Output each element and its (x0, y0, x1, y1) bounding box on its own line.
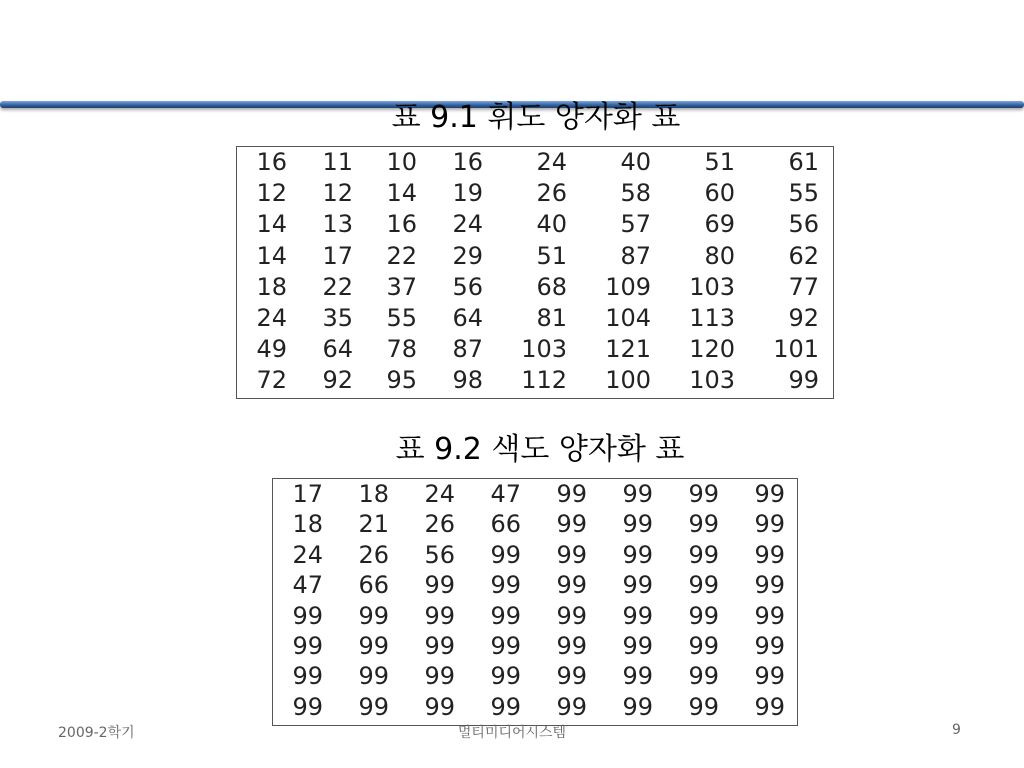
table-cell: 12 (256, 179, 287, 208)
table-row (237, 303, 833, 334)
table-cell: 55 (386, 303, 417, 332)
table-cell: 99 (754, 631, 785, 660)
table2-title: 표 9.2 색도 양자화 표 (395, 432, 685, 467)
table-cell: 99 (292, 662, 323, 691)
table-cell: 72 (256, 366, 287, 395)
table-cell: 99 (490, 662, 521, 691)
table-cell: 11 (322, 148, 353, 176)
table-cell: 51 (704, 148, 735, 176)
table-row (237, 241, 833, 272)
table-cell: 103 (521, 335, 567, 364)
table-cell: 103 (689, 272, 735, 301)
table-cell: 99 (556, 510, 587, 539)
table-cell: 100 (605, 366, 651, 395)
table-cell: 24 (452, 210, 483, 239)
table-cell: 99 (490, 601, 521, 630)
table-cell: 99 (622, 540, 653, 569)
table-cell: 57 (620, 210, 651, 239)
table-cell: 47 (292, 571, 323, 600)
table-cell: 109 (605, 272, 651, 301)
table-cell: 99 (490, 631, 521, 660)
table-cell: 64 (322, 335, 353, 364)
table-cell: 22 (322, 272, 353, 301)
table-cell: 113 (689, 303, 735, 332)
table-cell: 14 (386, 179, 417, 208)
table-cell: 99 (754, 692, 785, 721)
table-cell: 99 (424, 662, 455, 691)
table-cell: 22 (386, 241, 417, 270)
table-cell: 26 (358, 540, 389, 569)
table-cell: 87 (452, 335, 483, 364)
table-cell: 18 (292, 510, 323, 539)
table-cell: 78 (386, 335, 417, 364)
table-cell: 62 (788, 241, 819, 270)
table-cell: 66 (490, 510, 521, 539)
footer-page-number: 9 (952, 722, 961, 738)
table-cell: 26 (424, 510, 455, 539)
table-cell: 56 (788, 210, 819, 239)
table-cell: 99 (688, 631, 719, 660)
table-cell: 99 (358, 601, 389, 630)
table-cell: 99 (490, 692, 521, 721)
table-cell: 121 (605, 335, 651, 364)
table-cell: 29 (452, 241, 483, 270)
footer-semester: 2009-2학기 (58, 725, 135, 741)
table-cell: 99 (622, 601, 653, 630)
table-cell: 64 (452, 303, 483, 332)
table-cell: 16 (256, 148, 287, 176)
table-cell: 99 (292, 631, 323, 660)
table-cell: 13 (322, 210, 353, 239)
table-cell: 99 (688, 540, 719, 569)
table-cell: 56 (424, 540, 455, 569)
table-cell: 58 (620, 179, 651, 208)
table-cell: 99 (754, 510, 785, 539)
table-cell: 66 (358, 571, 389, 600)
table-cell: 99 (788, 366, 819, 395)
table-cell: 92 (788, 303, 819, 332)
footer-course-name: 멀티미디어시스템 (457, 725, 567, 741)
table-cell: 18 (358, 480, 389, 508)
table-cell: 68 (536, 272, 567, 301)
table-cell: 99 (292, 692, 323, 721)
table-row (273, 570, 797, 600)
table-cell: 99 (688, 571, 719, 600)
table-cell: 99 (622, 692, 653, 721)
table-cell: 81 (536, 303, 567, 332)
table-cell: 99 (556, 540, 587, 569)
table-cell: 99 (424, 692, 455, 721)
table-cell: 12 (322, 179, 353, 208)
table-cell: 103 (689, 366, 735, 395)
table-cell: 98 (452, 366, 483, 395)
table-cell: 40 (620, 148, 651, 176)
table-cell: 47 (490, 480, 521, 508)
table-cell: 99 (688, 662, 719, 691)
table-row (273, 509, 797, 539)
table-cell: 99 (292, 601, 323, 630)
table-cell: 99 (754, 480, 785, 508)
table-cell: 99 (754, 601, 785, 630)
table-cell: 99 (358, 631, 389, 660)
table-cell: 14 (256, 210, 287, 239)
table-cell: 80 (704, 241, 735, 270)
table-cell: 24 (292, 540, 323, 569)
table-cell: 24 (256, 303, 287, 332)
table-row (237, 272, 833, 303)
table-row (237, 334, 833, 365)
table-cell: 10 (386, 148, 417, 176)
table-cell: 17 (322, 241, 353, 270)
table-cell: 60 (704, 179, 735, 208)
table-row (273, 479, 797, 509)
table-cell: 56 (452, 272, 483, 301)
table-cell: 87 (620, 241, 651, 270)
table-row (273, 631, 797, 661)
table-cell: 17 (292, 480, 323, 508)
table-cell: 99 (622, 631, 653, 660)
table-cell: 99 (556, 662, 587, 691)
table-cell: 16 (452, 148, 483, 176)
table-cell: 99 (556, 631, 587, 660)
table-cell: 40 (536, 210, 567, 239)
table-row (273, 540, 797, 570)
table-cell: 24 (424, 480, 455, 508)
table-cell: 101 (773, 335, 819, 364)
table-cell: 24 (536, 148, 567, 176)
table-cell: 99 (754, 540, 785, 569)
table-cell: 99 (556, 692, 587, 721)
table-cell: 61 (788, 148, 819, 176)
table-cell: 51 (536, 241, 567, 270)
table-cell: 99 (424, 631, 455, 660)
table-cell: 95 (386, 366, 417, 395)
table-cell: 92 (322, 366, 353, 395)
luminance-quantization-table (236, 146, 834, 399)
table-cell: 99 (688, 510, 719, 539)
table1-title: 표 9.1 휘도 양자화 표 (391, 100, 681, 135)
table-cell: 14 (256, 241, 287, 270)
table-cell: 99 (622, 662, 653, 691)
table-cell: 112 (521, 366, 567, 395)
table-cell: 120 (689, 335, 735, 364)
table-row (237, 147, 833, 178)
table-row (237, 209, 833, 240)
table-cell: 19 (452, 179, 483, 208)
table-cell: 55 (788, 179, 819, 208)
table-cell: 99 (556, 601, 587, 630)
table-cell: 18 (256, 272, 287, 301)
table-cell: 69 (704, 210, 735, 239)
table-cell: 99 (754, 571, 785, 600)
table-cell: 99 (358, 692, 389, 721)
table-cell: 21 (358, 510, 389, 539)
table-row (237, 178, 833, 209)
table-cell: 99 (490, 540, 521, 569)
table-cell: 99 (556, 571, 587, 600)
table-cell: 99 (424, 571, 455, 600)
table-cell: 104 (605, 303, 651, 332)
table-row (237, 365, 833, 396)
table-row (273, 601, 797, 631)
table-cell: 49 (256, 335, 287, 364)
table-cell: 99 (424, 601, 455, 630)
table-cell: 99 (754, 662, 785, 691)
table-row (273, 692, 797, 722)
table-cell: 99 (358, 662, 389, 691)
chrominance-quantization-table (272, 478, 798, 726)
table-cell: 77 (788, 272, 819, 301)
table-cell: 99 (688, 480, 719, 508)
table-cell: 99 (490, 571, 521, 600)
table-cell: 99 (622, 480, 653, 508)
table-cell: 99 (556, 480, 587, 508)
table-cell: 99 (622, 571, 653, 600)
table-row (273, 661, 797, 691)
table-cell: 35 (322, 303, 353, 332)
table-cell: 37 (386, 272, 417, 301)
table-cell: 99 (688, 601, 719, 630)
table-cell: 26 (536, 179, 567, 208)
table-cell: 99 (622, 510, 653, 539)
table-cell: 16 (386, 210, 417, 239)
table-cell: 99 (688, 692, 719, 721)
